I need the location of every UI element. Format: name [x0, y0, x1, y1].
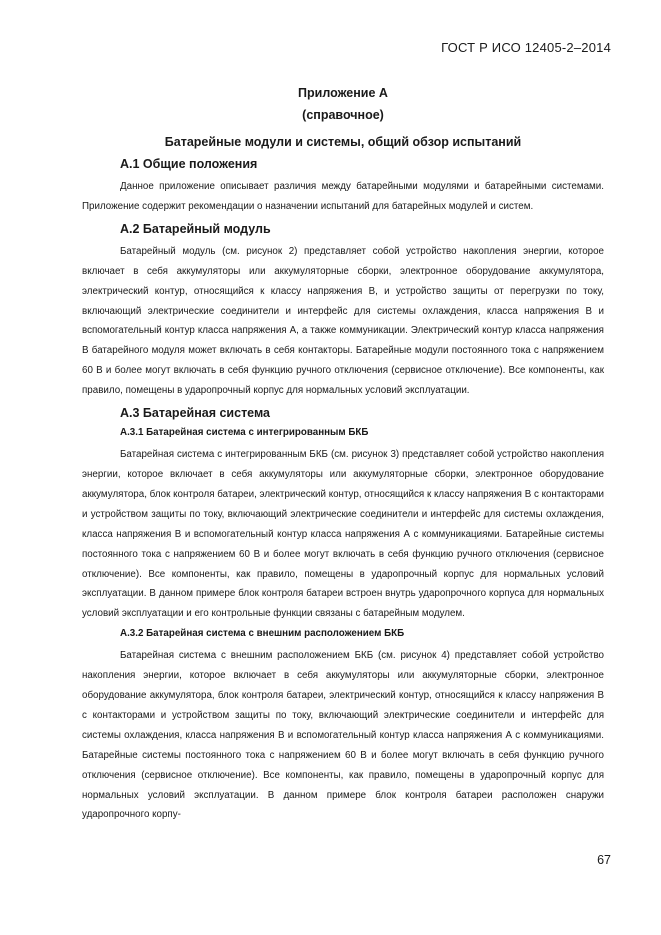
section-a2-paragraph: Батарейный модуль (см. рисунок 2) представляет собой устройство накопления энергии, которое включает в себя аккумуляторы или аккумуляторные сборки, электронное оборудование аккумулятора, электрический контур, относящийся к классу напряжения В, и устройство защиты от перегрузки по току, включающий электрические соединители и интерфейс для системы охлаждения, класса напряжения В и вспомогательный контур класса напряжения А, а также коммуникации. Электрический контур класса напряжения В батарейного модуля может включать в себя контакторы. Батарейные модули постоянного тока с напряжением 60 В и более могут включать в себя функцию ручного отключения (сервисное отключение). Все компоненты, как правило, помещены в ударопрочный корпус для нормальных условий эксплуатации. — [82, 245, 604, 397]
page-header: ГОСТ Р ИСО 12405-2–2014 — [441, 40, 611, 55]
section-a2-title: А.2 Батарейный модуль — [120, 221, 271, 236]
page-number: 67 — [597, 853, 611, 867]
subsection-a32-paragraph: Батарейная система с внешним расположением БКБ (см. рисунок 4) представляет собой устройство накопления энергии, которое включает в себя аккумуляторы или аккумуляторные сборки, электронное оборудование аккумулятора, блок контроля батареи, электрический контур, относящийся к классу напряжения В с контакторами и устройством защиты по току, включающий электрические соединители и интерфейс для системы охлаждения, класса напряжения В и вспомогательный контур класса напряжения А с коммуникациями. Батарейные системы постоянного тока с напряжением 60 В и более могут включать в себя функцию ручного отключения (сервисное отключение). Все компоненты, как правило, помещены в ударопрочный корпус для нормальных условий эксплуатации. В данном примере блок контроля батареи расположен снаружи ударопрочного корпу- — [82, 650, 604, 821]
appendix-heading: Батарейные модули и системы, общий обзор испытаний — [164, 135, 522, 149]
section-a1-paragraph: Данное приложение описывает различия между батарейными модулями и батарейными системами. Приложение содержит рекомендации о назначении испытаний для батарейных модулей и систем. — [82, 181, 604, 212]
subsection-a31-title: А.3.1 Батарейная система с интегрированным БКБ — [120, 427, 369, 439]
section-a1-title: А.1 Общие положения — [120, 157, 258, 171]
section-a3-title: А.3 Батарейная система — [120, 406, 271, 421]
appendix-title: Приложение А — [298, 86, 388, 100]
page-content — [82, 85, 604, 825]
appendix-type: (справочное) — [302, 108, 384, 122]
subsection-a31-paragraph: Батарейная система с интегрированным БКБ (см. рисунок 3) представляет собой устройство накопления энергии, которое включает в себя аккумуляторы или аккумуляторные сборки, электронное оборудование аккумулятора, блок контроля батареи, электрический контур, относящийся к классу напряжения В с контакторами и устройством защиты по току, включающий электрические соединители и интерфейс для системы охлаждения, класса напряжения В и вспомогательный контур класса напряжения А с коммуникациями. Батарейные системы постоянного тока с напряжением 60 В и более могут включать в себя функцию ручного отключения (сервисное отключение). Все компоненты, как правило, помещены в ударопрочный корпус для нормальных условий эксплуатации. В данном примере блок контроля батареи встроен внутрь ударопрочного корпуса для нормальных условий эксплуатации и его контрольные функции связаны с батарейным модулем. — [82, 449, 604, 620]
subsection-a32-title: А.3.2 Батарейная система с внешним расположением БКБ — [120, 628, 405, 640]
